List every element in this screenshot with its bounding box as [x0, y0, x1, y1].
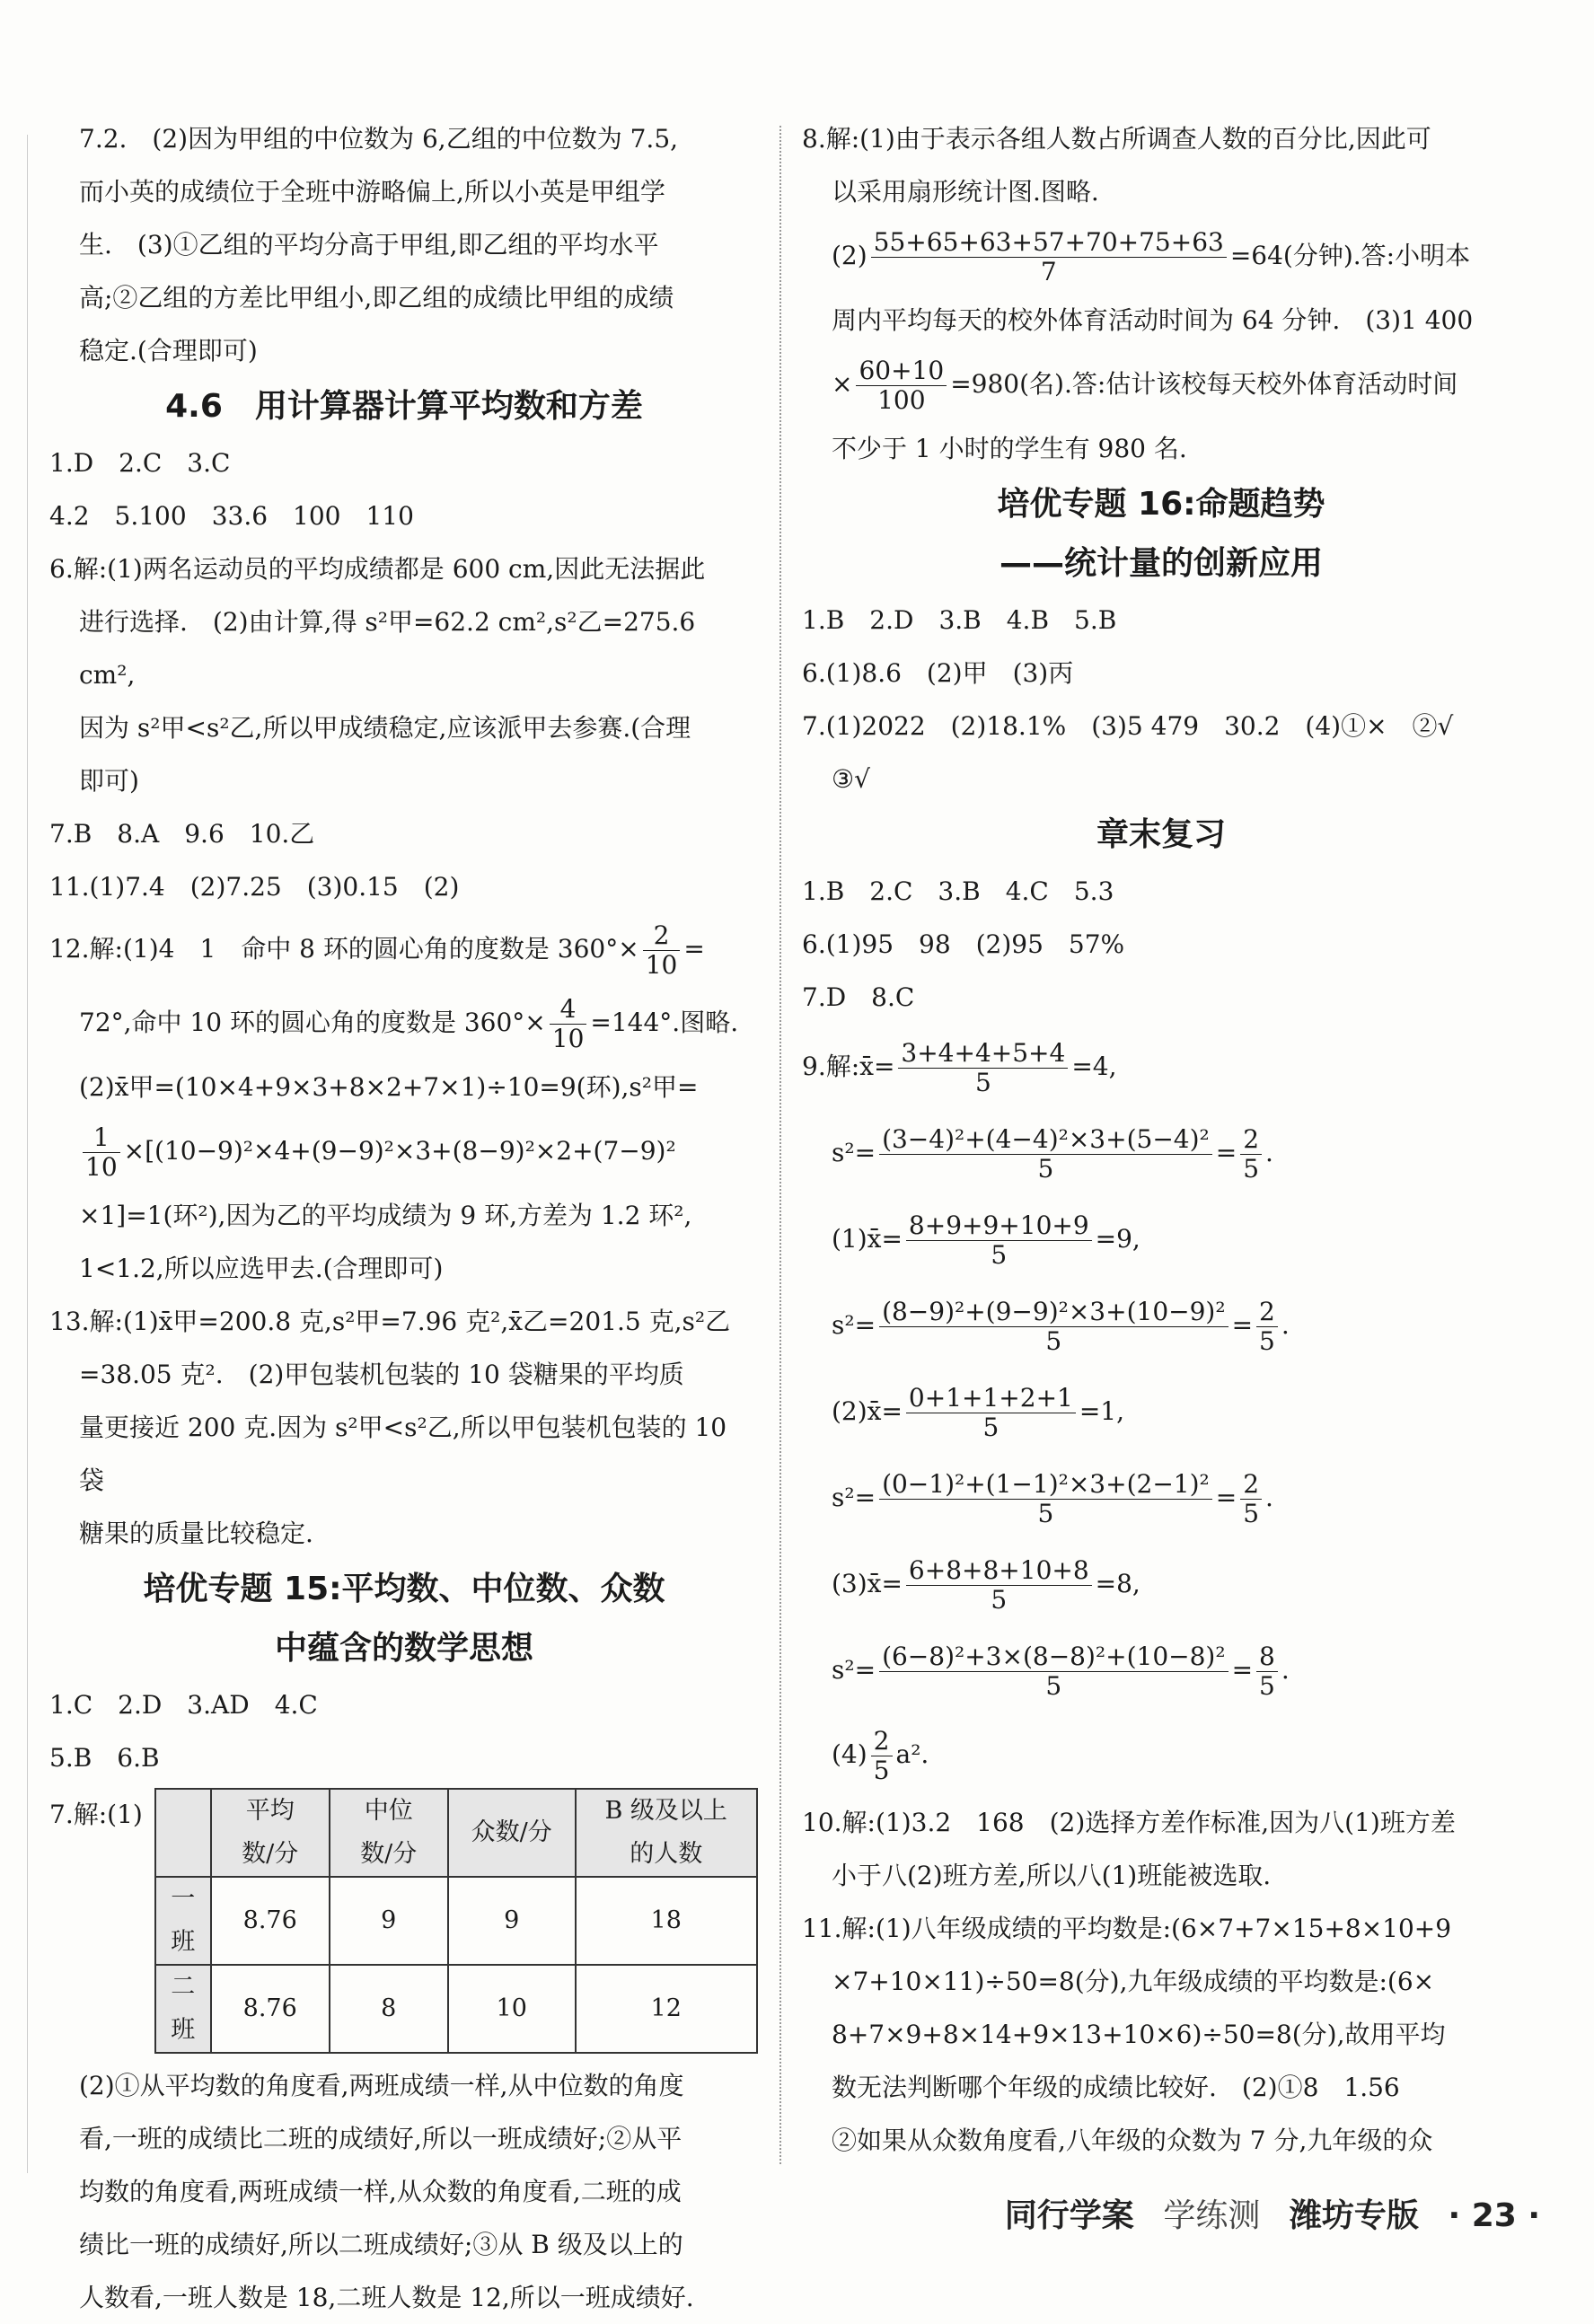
page-footer	[987, 2191, 1540, 2241]
text-line: 8+7×9+8×14+9×13+10×6)÷50=8(分),故用平均	[832, 2020, 1446, 2049]
table-cell: 8	[330, 1965, 448, 2053]
fraction: $\frac{2}{5}$	[1240, 1125, 1262, 1184]
text-line: 因为 s²甲<s²乙,所以甲成绩稳定,应该派甲去参赛.(合理	[79, 713, 691, 743]
fraction: $\frac{\text{(6−8)²+3×(8−8)²+(10−8)²}}{5}$	[879, 1642, 1229, 1701]
question-9: 9.解:x̄= $\frac{3+4+4+5+4}{5}$ =4,	[802, 1037, 1117, 1097]
table-header-cell	[330, 1789, 448, 1877]
text-line: 数无法判断哪个年级的成绩比较好. (2)①8 1.56	[832, 2073, 1400, 2102]
text-line: 周内平均每天的校外体育活动时间为 64 分钟. (3)1 400	[832, 305, 1474, 335]
fraction: $\frac{2}{5}$	[1240, 1470, 1262, 1528]
answer-line: 7.(1)2022 (2)18.1% (3)5 479 30.2 (4)①× ②√	[802, 711, 1454, 741]
question-7	[49, 1788, 759, 2054]
question-6: 6.解:(1)两名运动员的平均成绩都是 600 cm,因此无法据此	[49, 554, 706, 584]
text-line: 看,一班的成绩比二班的成绩好,所以一班成绩好;②从平	[79, 2124, 683, 2153]
section-heading-review: 章末复习	[1096, 816, 1226, 853]
footer-brand: 同行学案	[1004, 2197, 1134, 2234]
score-table	[154, 1788, 758, 2054]
fraction: $\frac{6+8+8+10+8}{5}$	[906, 1556, 1092, 1615]
text-line: 以采用扇形统计图.图略.	[832, 177, 1099, 207]
answer-line: 7.D 8.C	[802, 982, 915, 1012]
table-header-cell	[576, 1789, 757, 1877]
answer-line: 6.(1)8.6 (2)甲 (3)丙	[802, 658, 1074, 688]
text-line: (2)①从平均数的角度看,两班成绩一样,从中位数的角度	[79, 2071, 684, 2100]
section-heading-16-cont: ——统计量的创新应用	[999, 545, 1323, 582]
table-cell: 10	[448, 1965, 576, 2053]
text-line: (2) $\frac{55+65+63+57+70+75+63}{7}$ =64(分钟).答:小明本	[832, 226, 1471, 286]
text-line: ×7+10×11)÷50=8(分),九年级成绩的平均数是:(6×	[832, 1967, 1435, 1996]
question-11: 11.解:(1)八年级成绩的平均数是:(6×7+7×15+8×10+9	[802, 1914, 1452, 1943]
text-line: 稳定.(合理即可)	[79, 336, 258, 365]
section-heading-15-cont: 中蕴含的数学思想	[274, 1630, 533, 1667]
fraction: $\frac{\text{(8−9)²+(9−9)²×3+(10−9)²}}{5}$	[879, 1298, 1229, 1356]
section-heading-4-6: 4.6 用计算器计算平均数和方差	[165, 388, 643, 425]
fraction: $\frac{2}{10}$	[643, 921, 681, 980]
fraction: $\frac{\text{(0−1)²+(1−1)²×3+(2−1)²}}{5}$	[879, 1470, 1212, 1528]
fraction: $\frac{2}{5}$	[871, 1727, 893, 1785]
fraction: $\frac{1}{10}$	[83, 1123, 120, 1182]
section-heading-16: 培优专题 16:命题趋势	[997, 486, 1325, 523]
table-cell: 一班	[155, 1877, 211, 1965]
fraction: $\frac{\text{(3−4)²+(4−4)²×3+(5−4)²}}{5}$	[879, 1125, 1212, 1184]
table-header-row	[155, 1789, 757, 1877]
fraction: $\frac{4}{10}$	[550, 995, 587, 1053]
text-line: 均数的角度看,两班成绩一样,从众数的角度看,二班的成	[79, 2177, 682, 2206]
footer-series: 学练测	[1163, 2197, 1261, 2234]
table-cell: 8.76	[211, 1877, 330, 1965]
table-cell: 9	[330, 1877, 448, 1965]
table-cell: 12	[576, 1965, 757, 2053]
table-header-cell	[155, 1789, 211, 1877]
answer-line: 6.(1)95 98 (2)95 57%	[802, 929, 1125, 959]
table-cell: 二班	[155, 1965, 211, 2053]
header-text: 平均 数/分	[242, 1797, 299, 1868]
answer-line: 1.B 2.C 3.B 4.C 5.3	[802, 876, 1114, 906]
text-line: 高;②乙组的方差比甲组小,即乙组的成绩比甲组的成绩	[79, 283, 674, 313]
question-12: 12.解:(1)4 1 命中 8 环的圆心角的度数是 360°× $\frac{2}{10}$ =	[49, 920, 705, 980]
text-line: =38.05 克². (2)甲包装机包装的 10 袋糖果的平均质	[79, 1360, 684, 1389]
page-number: · 23 ·	[1448, 2197, 1540, 2234]
question-10: 10.解:(1)3.2 168 (2)选择方差作标准,因为八(1)班方差	[802, 1808, 1456, 1837]
text-line: 量更接近 200 克.因为 s²甲<s²乙,所以甲包装机包装的 10 袋	[79, 1413, 727, 1495]
answer-line: 5.B 6.B	[49, 1743, 160, 1773]
table-row	[155, 1877, 757, 1965]
left-column	[49, 112, 759, 2324]
fraction: $\frac{0+1+1+2+1}{5}$	[906, 1384, 1076, 1442]
answer-line: ③√	[832, 764, 870, 794]
question-7-label: 7.解:(1)	[49, 1800, 143, 1829]
text-line: 进行选择. (2)由计算,得 s²甲=62.2 cm²,s²乙=275.6 cm²,	[79, 607, 696, 690]
column-divider	[779, 126, 781, 2164]
text-line: ②如果从众数角度看,八年级的众数为 7 分,九年级的众	[832, 2126, 1433, 2155]
text-line: 人数看,一班人数是 18,二班人数是 12,所以一班成绩好.	[79, 2283, 694, 2312]
right-column	[802, 112, 1520, 2167]
text-line: (2)x̄甲=(10×4+9×3+8×2+7×1)÷10=9(环),s²甲=	[79, 1072, 699, 1102]
table-header-cell	[211, 1789, 330, 1877]
question-8: 8.解:(1)由于表示各组人数占所调查人数的百分比,因此可	[802, 124, 1431, 154]
answer-line: 11.(1)7.4 (2)7.25 (3)0.15 (2)	[49, 872, 460, 902]
text-line: 不少于 1 小时的学生有 980 名.	[832, 434, 1187, 463]
text-line: 糖果的质量比较稳定.	[79, 1519, 313, 1548]
text-line: 生. (3)①乙组的平均分高于甲组,即乙组的平均水平	[79, 230, 659, 260]
fraction: $\frac{60+10}{100}$	[856, 357, 947, 415]
header-text: B 级及以上 的人数	[604, 1797, 727, 1868]
question-13: 13.解:(1)x̄甲=200.8 克,s²甲=7.96 克²,x̄乙=201.5 克,s²乙	[49, 1307, 731, 1336]
page-edge-line	[27, 135, 28, 2173]
header-text: 中位 数/分	[360, 1797, 418, 1868]
text-line: 小于八(2)班方差,所以八(1)班能被选取.	[832, 1861, 1272, 1890]
formula-line: (3)x̄= $\frac{6+8+8+10+8}{5}$ =8,	[832, 1554, 1140, 1615]
section-heading-15: 培优专题 15:平均数、中位数、众数	[143, 1571, 665, 1607]
text-line: 7.2. (2)因为甲组的中位数为 6,乙组的中位数为 7.5,	[79, 124, 679, 154]
text-line: 而小英的成绩位于全班中游略偏上,所以小英是甲组学	[79, 177, 665, 207]
formula-line: s²= $\frac{\text{(0−1)²+(1−1)²×3+(2−1)²}}{5}$ = $\frac{2}{5}$ .	[832, 1468, 1273, 1528]
formula-line: s²= $\frac{\text{(8−9)²+(9−9)²×3+(10−9)²}}{5}$ = $\frac{2}{5}$ .	[832, 1296, 1290, 1356]
text-line: ×1]=1(环²),因为乙的平均成绩为 9 环,方差为 1.2 环²,	[79, 1201, 692, 1230]
formula-line: (1)x̄= $\frac{8+9+9+10+9}{5}$ =9,	[832, 1210, 1140, 1270]
formula-line: s²= $\frac{\text{(6−8)²+3×(8−8)²+(10−8)²}}{5}$ = $\frac{8}{5}$ .	[832, 1641, 1290, 1701]
footer-edition: 潍坊专版	[1289, 2197, 1419, 2234]
fraction: $\frac{3+4+4+5+4}{5}$	[898, 1039, 1068, 1097]
fraction: $\frac{8}{5}$	[1256, 1642, 1278, 1701]
answer-line: 4.2 5.100 33.6 100 110	[49, 501, 414, 531]
fraction: $\frac{55+65+63+57+70+75+63}{7}$	[871, 228, 1227, 286]
answer-line: 1.C 2.D 3.AD 4.C	[49, 1690, 318, 1720]
table-cell: 8.76	[211, 1965, 330, 2053]
text-line: 72°,命中 10 环的圆心角的度数是 360°× $\frac{4}{10}$ =144°.图略.	[79, 993, 739, 1053]
table-header-cell: 众数/分	[448, 1789, 576, 1877]
formula-line: (4) $\frac{2}{5}$ a².	[832, 1725, 929, 1785]
text-line: $\frac{1}{10}$ ×[(10−9)²×4+(9−9)²×3+(8−9)²×2+(7−9)²	[49, 1114, 759, 1189]
fraction: $\frac{8+9+9+10+9}{5}$	[906, 1211, 1092, 1270]
text-line: 绩比一班的成绩好,所以二班成绩好;③从 B 级及以上的	[79, 2230, 683, 2259]
formula-line: (2)x̄= $\frac{0+1+1+2+1}{5}$ =1,	[832, 1382, 1125, 1442]
table-row	[155, 1965, 757, 2053]
text-line: 1<1.2,所以应选甲去.(合理即可)	[79, 1254, 444, 1283]
fraction: $\frac{2}{5}$	[1256, 1298, 1278, 1356]
formula-line: s²= $\frac{\text{(3−4)²+(4−4)²×3+(5−4)²}}{5}$ = $\frac{2}{5}$ .	[832, 1123, 1273, 1184]
answer-line: 7.B 8.A 9.6 10.乙	[49, 819, 315, 849]
table-cell: 18	[576, 1877, 757, 1965]
answer-line: 1.B 2.D 3.B 4.B 5.B	[802, 605, 1117, 635]
table-cell: 9	[448, 1877, 576, 1965]
answer-line: 1.D 2.C 3.C	[49, 448, 231, 478]
text-line: × $\frac{60+10}{100}$ =980(名).答:估计该校每天校外体育活动时间	[832, 355, 1458, 415]
text-line: 即可)	[79, 766, 139, 796]
